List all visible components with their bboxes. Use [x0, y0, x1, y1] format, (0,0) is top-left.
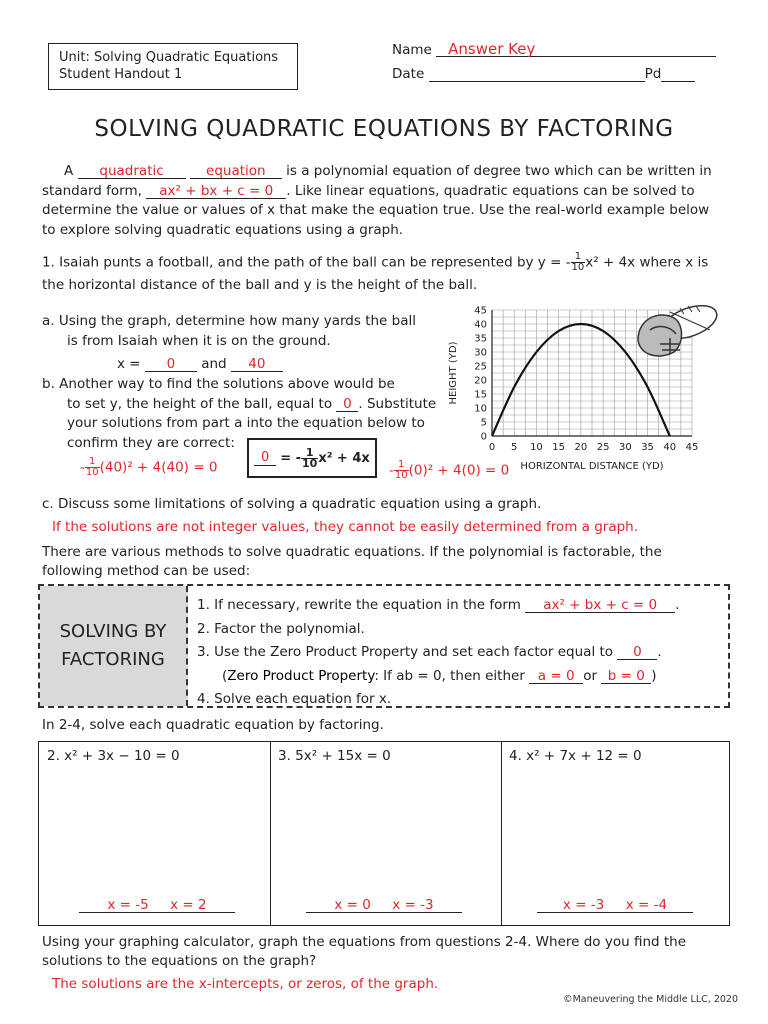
intro-text-2: standard form, [42, 182, 142, 199]
problem-3-ans-2: x = -3 [392, 897, 434, 913]
q1-part-c: c. Discuss some limitations of solving a quadratic equation using a graph. [42, 496, 542, 512]
y-tick-label: 25 [474, 361, 487, 373]
x-tick-label: 20 [574, 442, 588, 453]
x-tick-label: 5 [511, 442, 518, 453]
y-tick-label: 10 [474, 403, 487, 415]
intro-blank-2: equation [190, 164, 282, 179]
check-40-rest: (40)² + 4(40) = 0 [99, 459, 218, 476]
x-tick-label: 30 [618, 442, 632, 453]
q1-text-1b: x² + 4x where x is [585, 254, 709, 271]
intro-a: A [64, 163, 74, 179]
name-label: Name [392, 42, 432, 58]
q1-b-line-3: your solutions from part a into the equation below to [67, 415, 425, 431]
problem-cell-4 [501, 742, 729, 925]
football-helmet-icon [630, 300, 720, 360]
q1-b-line-2a: to set y, the height of the ball, equal to [67, 395, 333, 412]
q1-part-a [42, 312, 442, 375]
equation-box [247, 438, 377, 478]
method-title-1: SOLVING BY [59, 621, 167, 642]
equation-box-frac-num: 1 [301, 448, 318, 459]
check-40-frac-den: 10 [85, 467, 99, 478]
date-row [392, 66, 695, 82]
zpp-or: or [583, 667, 597, 684]
equation-box-eq: = - [280, 450, 302, 466]
method-box-title [40, 586, 188, 706]
q1-b-line-2b: . Substitute [358, 395, 437, 412]
q1-x-eq: x = [117, 356, 141, 372]
handout-line: Student Handout 1 [59, 67, 183, 82]
methods-intro [42, 543, 732, 581]
problem-2-label: 2. x² + 3x − 10 = 0 [47, 748, 180, 764]
problems-table [38, 741, 730, 926]
zpp-label: Zero Product Property [227, 667, 375, 684]
y-tick-label: 30 [474, 347, 487, 359]
q1-frac-num: 1 [571, 252, 586, 263]
y-tick-label: 5 [480, 417, 487, 429]
q1-answer-0: 0 [145, 357, 197, 372]
problem-2-ans-1: x = -5 [107, 897, 149, 913]
method-steps: 1. If necessary, rewrite the equation in the form ax² + bx + c = 0 . 2. Factor the polynomial. 3. Use the Zero Product Property and set each factor equal to 0 . (Zero Product Property: If ab = 0, then either a = 0 or b = 0 ) 4. Solve each equation for x. [197, 594, 722, 712]
check-0-frac-den: 10 [394, 470, 408, 481]
q1-and: and [201, 356, 227, 372]
final-line-1: Using your graphing calculator, graph the equations from questions 2-4. Where do you find the [42, 934, 687, 950]
x-tick-label: 45 [685, 442, 699, 453]
q1-text-1a: 1. Isaiah punts a football, and the path of the ball can be represented by y = - [42, 254, 571, 271]
methods-line-1: There are various methods to solve quadratic equations. If the polynomial is factorable, the [42, 544, 662, 560]
problem-3-ans-1: x = 0 [334, 897, 371, 913]
problem-4-ans-2: x = -4 [625, 897, 668, 913]
x-tick-label: 0 [488, 442, 496, 453]
problem-2-ans-2: x = 2 [170, 897, 207, 913]
q1-b-line-1: b. Another way to find the solutions above would be [42, 376, 395, 392]
intro-text-4: determine the value or values of x that make the equation true. Use the real-world example below [42, 202, 710, 218]
x-axis-label: HORIZONTAL DISTANCE (YD) [520, 461, 664, 472]
intro-text-5: to explore solving quadratic equations using a graph. [42, 221, 404, 238]
method-title-2: FACTORING [61, 649, 165, 670]
intro-text-1: is a polynomial equation of degree two which can be written in [286, 163, 712, 179]
y-tick-label: 20 [474, 375, 487, 387]
problem-4-ans-1: x = -3 [562, 897, 605, 913]
problem-3-answer [306, 898, 462, 913]
q1-a-line-2: is from Isaiah when it is on the ground. [67, 332, 331, 349]
check-0: - $\frac{1}{10}$ (0)² + 4(0) = 0 [389, 459, 510, 481]
check-40: - $\frac{1}{10}$ (40)² + 4(40) = 0 [80, 456, 218, 478]
problem-2-answer [79, 898, 235, 913]
q1-line-1 [42, 252, 732, 273]
y-tick-label: 35 [474, 333, 487, 345]
check-0-rest: (0)² + 4(0) = 0 [408, 462, 510, 479]
unit-line: Unit: Solving Quadratic Equations [59, 50, 279, 65]
intro-paragraph [42, 162, 722, 240]
intro-text-3: . Like linear equations, quadratic equations can be solved to [286, 182, 695, 199]
problem-cell-2 [39, 742, 271, 925]
y-tick-label: 45 [474, 305, 487, 317]
zpp-text: : If ab = 0, then either [374, 667, 525, 684]
footer-copyright: ©Maneuvering the Middle LLC, 2020 [563, 994, 738, 1005]
date-label: Date [392, 66, 425, 82]
pd-field[interactable] [661, 67, 695, 82]
zpp-a: a = 0 [529, 669, 583, 684]
problem-cell-3 [270, 742, 502, 925]
y-axis-label: HEIGHT (YD) [448, 341, 459, 405]
q1-b-blank: 0 [336, 397, 358, 412]
step-1: 1. If necessary, rewrite the equation in the form [197, 597, 521, 613]
intro-blank-3: ax² + bx + c = 0 [146, 184, 286, 199]
y-tick-label: 0 [480, 431, 487, 443]
x-tick-label: 40 [663, 442, 677, 453]
q1-answer-40: 40 [231, 357, 283, 372]
page-title: SOLVING QUADRATIC EQUATIONS BY FACTORING [94, 116, 674, 142]
q1-frac-den: 10 [571, 262, 585, 273]
q1-a-line-1: a. Using the graph, determine how many yards the ball [42, 313, 416, 329]
q1-c-answer: If the solutions are not integer values, they cannot be easily determined from a graph. [52, 519, 639, 535]
y-tick-label: 40 [474, 319, 487, 331]
final-answer: The solutions are the x-intercepts, or zeros, of the graph. [52, 976, 439, 992]
check-40-frac-num: 1 [85, 457, 100, 468]
equation-box-zero: 0 [254, 451, 276, 466]
methods-line-2: following method can be used: [42, 563, 251, 579]
problem-4-label: 4. x² + 7x + 12 = 0 [509, 748, 642, 764]
x-tick-label: 15 [552, 442, 566, 453]
step-3: 3. Use the Zero Product Property and set each factor equal to [197, 644, 614, 660]
date-field[interactable] [429, 67, 645, 82]
x-tick-label: 35 [641, 442, 654, 453]
step-1-blank: ax² + bx + c = 0 [525, 598, 675, 613]
name-field[interactable] [436, 42, 716, 57]
q1-b-line-4: confirm they are correct: [67, 434, 235, 451]
q1-part-b [42, 375, 442, 453]
equation-box-rest: x² + 4x [318, 450, 370, 466]
method-box [38, 584, 730, 708]
y-tick-label: 15 [474, 389, 487, 401]
problem-3-label: 3. 5x² + 15x = 0 [278, 748, 391, 764]
step-2: 2. Factor the polynomial. [197, 620, 365, 637]
intro-blank-1: quadratic [78, 164, 186, 179]
x-tick-label: 25 [596, 442, 610, 453]
step-3-blank: 0 [617, 645, 657, 660]
step-4: 4. Solve each equation for x. [197, 691, 392, 707]
name-value: Answer Key [448, 40, 536, 58]
q1-line-2: the horizontal distance of the ball and y is the height of the ball. [42, 277, 478, 293]
pd-label: Pd [644, 66, 662, 82]
check-0-frac-num: 1 [394, 460, 409, 471]
problem-4-answer [537, 898, 693, 913]
final-line-2: solutions to the equations on the graph? [42, 953, 317, 969]
zpp-b: b = 0 [601, 669, 651, 684]
equation-box-frac-den: 10 [302, 456, 318, 470]
problems-intro: In 2-4, solve each quadratic equation by factoring. [42, 717, 384, 733]
unit-box [48, 43, 298, 90]
final-question [42, 933, 732, 971]
name-row [392, 42, 716, 58]
x-tick-label: 10 [530, 442, 543, 453]
